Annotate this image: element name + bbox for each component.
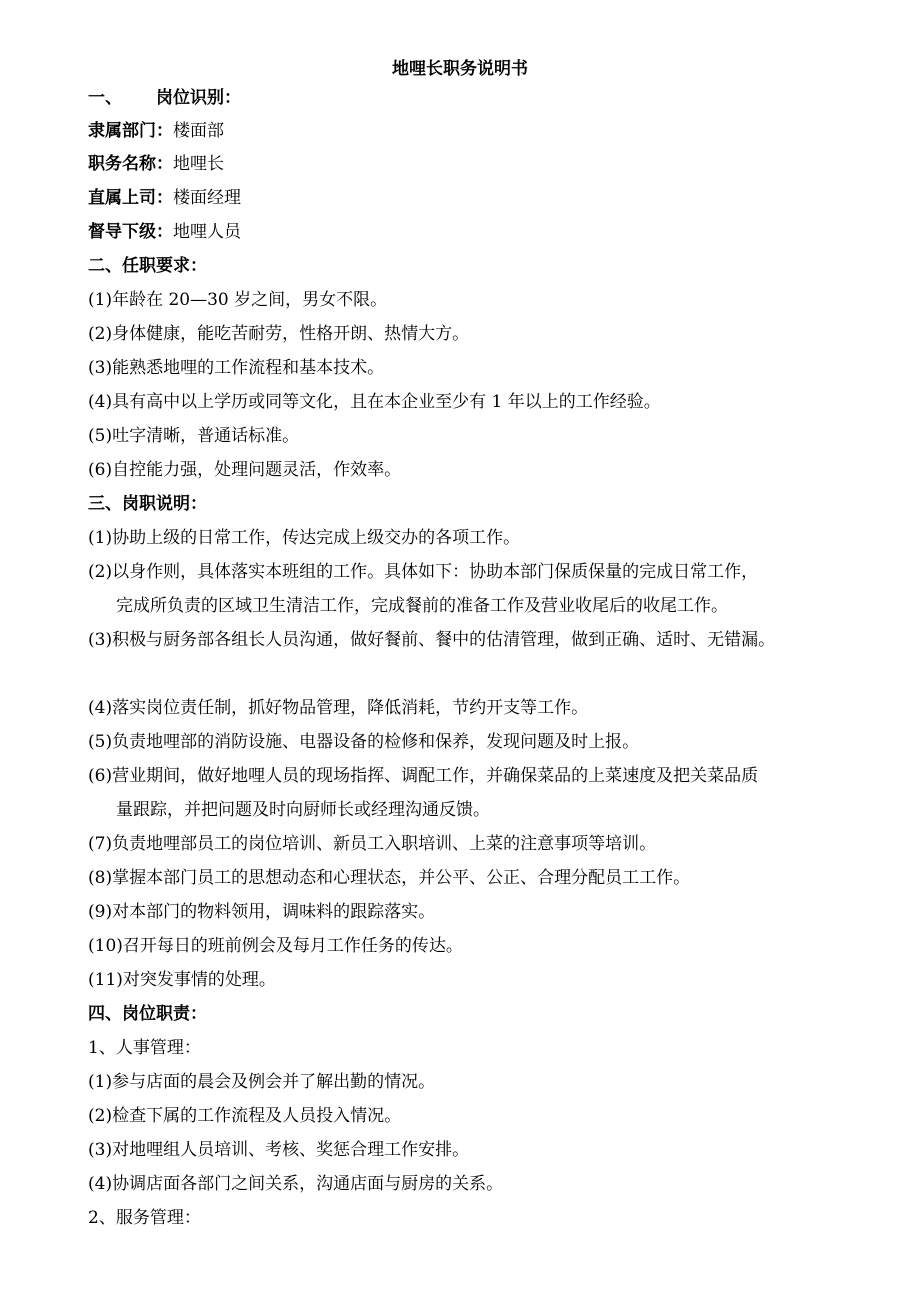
responsibility-item: (2)检查下属的工作流程及人员投入情况。 bbox=[88, 1106, 402, 1126]
subordinate-row bbox=[88, 221, 241, 243]
requirement-item: (6)自控能力强，处理问题灵活，作效率。 bbox=[88, 460, 402, 480]
document-title: 地哩长职务说明书 bbox=[392, 59, 528, 79]
supervisor-value: 楼面经理 bbox=[173, 188, 241, 208]
supervisor-label: 直属上司： bbox=[88, 188, 173, 208]
section-1-number: 一、 bbox=[88, 88, 122, 108]
subordinate-label: 督导下级： bbox=[88, 222, 173, 242]
subsection-heading: 1、人事管理： bbox=[88, 1038, 201, 1058]
duty-item: (8)掌握本部门员工的思想动态和心理状态，并公平、公正、合理分配员工工作。 bbox=[88, 868, 691, 888]
job-title-label: 职务名称： bbox=[88, 154, 173, 174]
duty-item: (3)积极与厨务部各组长人员沟通，做好餐前、餐中的估清管理，做到正确、适时、无错漏。 bbox=[88, 630, 776, 650]
responsibility-item: (3)对地哩组人员培训、考核、奖惩合理工作安排。 bbox=[88, 1140, 470, 1160]
supervisor-row bbox=[88, 187, 241, 209]
dept-value: 楼面部 bbox=[173, 121, 224, 141]
duty-item: (7)负责地哩部员工的岗位培训、新员工入职培训、上菜的注意事项等培训。 bbox=[88, 834, 657, 854]
section-1-title: 岗位识别： bbox=[156, 88, 241, 108]
requirement-item: (3)能熟悉地哩的工作流程和基本技术。 bbox=[88, 358, 385, 378]
job-title-row bbox=[88, 153, 224, 175]
section-3-heading: 三、岗职说明： bbox=[88, 494, 207, 514]
duty-item: (1)协助上级的日常工作，传达完成上级交办的各项工作。 bbox=[88, 528, 521, 548]
duty-item: (6)营业期间，做好地哩人员的现场指挥、调配工作，并确保菜品的上菜速度及把关菜品质 bbox=[88, 766, 759, 786]
duty-item: (5)负责地哩部的消防设施、电器设备的检修和保养，发现问题及时上报。 bbox=[88, 732, 640, 752]
requirement-item: (4)具有高中以上学历或同等文化，且在本企业至少有 1 年以上的工作经验。 bbox=[88, 392, 661, 412]
requirement-item: (2)身体健康，能吃苦耐劳，性格开朗、热情大方。 bbox=[88, 324, 470, 344]
responsibility-item: (4)协调店面各部门之间关系，沟通店面与厨房的关系。 bbox=[88, 1174, 504, 1194]
requirement-item: (1)年龄在 20—30 岁之间，男女不限。 bbox=[88, 290, 388, 310]
section-2-heading: 二、任职要求： bbox=[88, 256, 207, 276]
section-4-heading: 四、岗位职责： bbox=[88, 1004, 207, 1024]
duty-item: (11)对突发事情的处理。 bbox=[88, 970, 276, 990]
job-title-value: 地哩长 bbox=[173, 154, 224, 174]
dept-row bbox=[88, 120, 224, 142]
section-1-heading bbox=[88, 87, 241, 109]
duty-item: (10)召开每日的班前例会及每月工作任务的传达。 bbox=[88, 936, 463, 956]
requirement-item: (5)吐字清晰，普通话标准。 bbox=[88, 426, 300, 446]
duty-item: (9)对本部门的物料领用，调味料的跟踪落实。 bbox=[88, 902, 436, 922]
duty-item: (4)落实岗位责任制，抓好物品管理，降低消耗，节约开支等工作。 bbox=[88, 698, 589, 718]
responsibility-item: (1)参与店面的晨会及例会并了解出勤的情况。 bbox=[88, 1072, 436, 1092]
dept-label: 隶属部门： bbox=[88, 121, 173, 141]
duty-item-continued: 量跟踪，并把问题及时向厨师长或经理沟通反馈。 bbox=[116, 800, 490, 820]
duty-item: (2)以身作则，具体落实本班组的工作。具体如下：协助本部门保质保量的完成日常工作， bbox=[88, 562, 759, 582]
subsection-heading: 2、服务管理： bbox=[88, 1208, 201, 1228]
duty-item-continued: 完成所负责的区域卫生清洁工作，完成餐前的准备工作及营业收尾后的收尾工作。 bbox=[116, 596, 728, 616]
subordinate-value: 地哩人员 bbox=[173, 222, 241, 242]
